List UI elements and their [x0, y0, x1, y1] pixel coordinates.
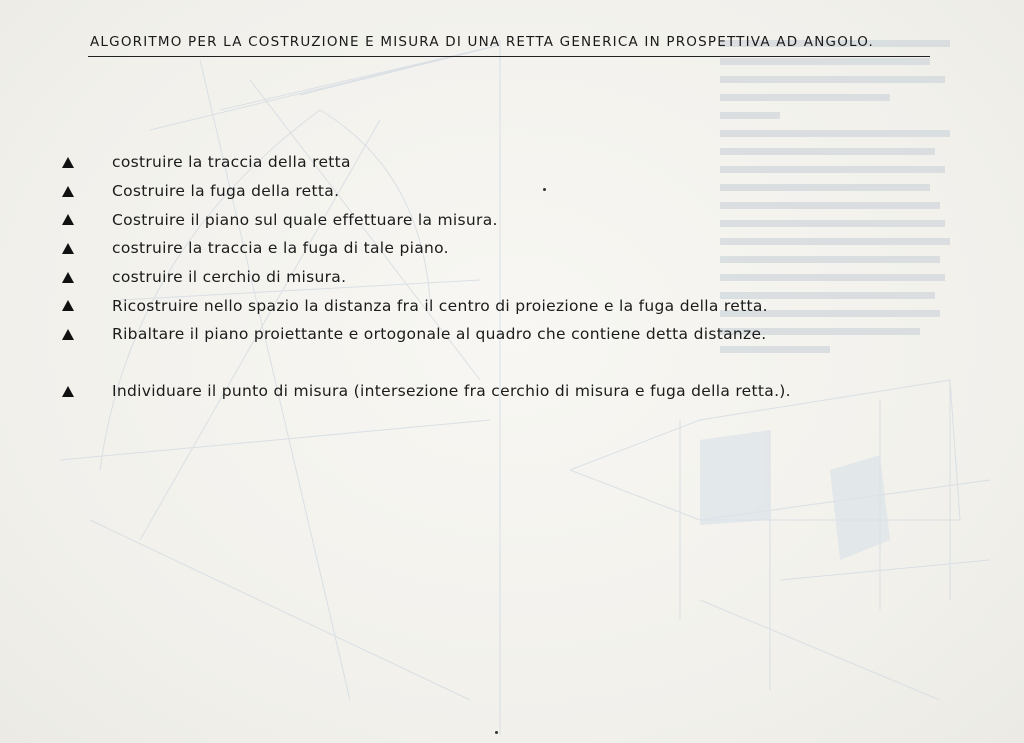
document-title: ALGORITMO PER LA COSTRUZIONE E MISURA DI UNA RETTA GENERICA IN PROSPETTIVA AD ANGOLO. — [90, 34, 875, 50]
black-triangle-icon — [62, 243, 74, 254]
black-triangle-icon — [62, 329, 74, 340]
step-text: costruire il cerchio di misura. — [112, 268, 347, 287]
ink-speck — [495, 731, 498, 734]
step-text: Individuare il punto di misura (intersezione fra cerchio di misura e fuga della retta.). — [112, 382, 791, 401]
black-triangle-icon — [62, 272, 74, 283]
black-triangle-icon — [62, 214, 74, 225]
black-triangle-icon — [62, 157, 74, 168]
step-text: costruire la traccia e la fuga di tale piano. — [112, 239, 449, 258]
list-item — [62, 320, 791, 349]
step-text: Ribaltare il piano proiettante e ortogonale al quadro che contiene detta distanze. — [112, 325, 767, 344]
list-item — [62, 234, 791, 263]
list-item — [62, 377, 791, 406]
step-text: Costruire il piano sul quale effettuare la misura. — [112, 210, 498, 229]
list-item — [62, 148, 791, 177]
list-item — [62, 263, 791, 292]
black-triangle-icon — [62, 186, 74, 197]
black-triangle-icon — [62, 300, 74, 311]
step-text: Ricostruire nello spazio la distanza fra il centro di proiezione e la fuga della retta. — [112, 296, 768, 315]
list-item — [62, 177, 791, 206]
step-text: costruire la traccia della retta — [112, 153, 351, 172]
list-item — [62, 291, 791, 320]
step-text: Costruire la fuga della retta. — [112, 182, 340, 201]
black-triangle-icon — [62, 386, 74, 397]
list-item — [62, 205, 791, 234]
title-underline — [88, 56, 930, 57]
step-list — [62, 148, 791, 406]
